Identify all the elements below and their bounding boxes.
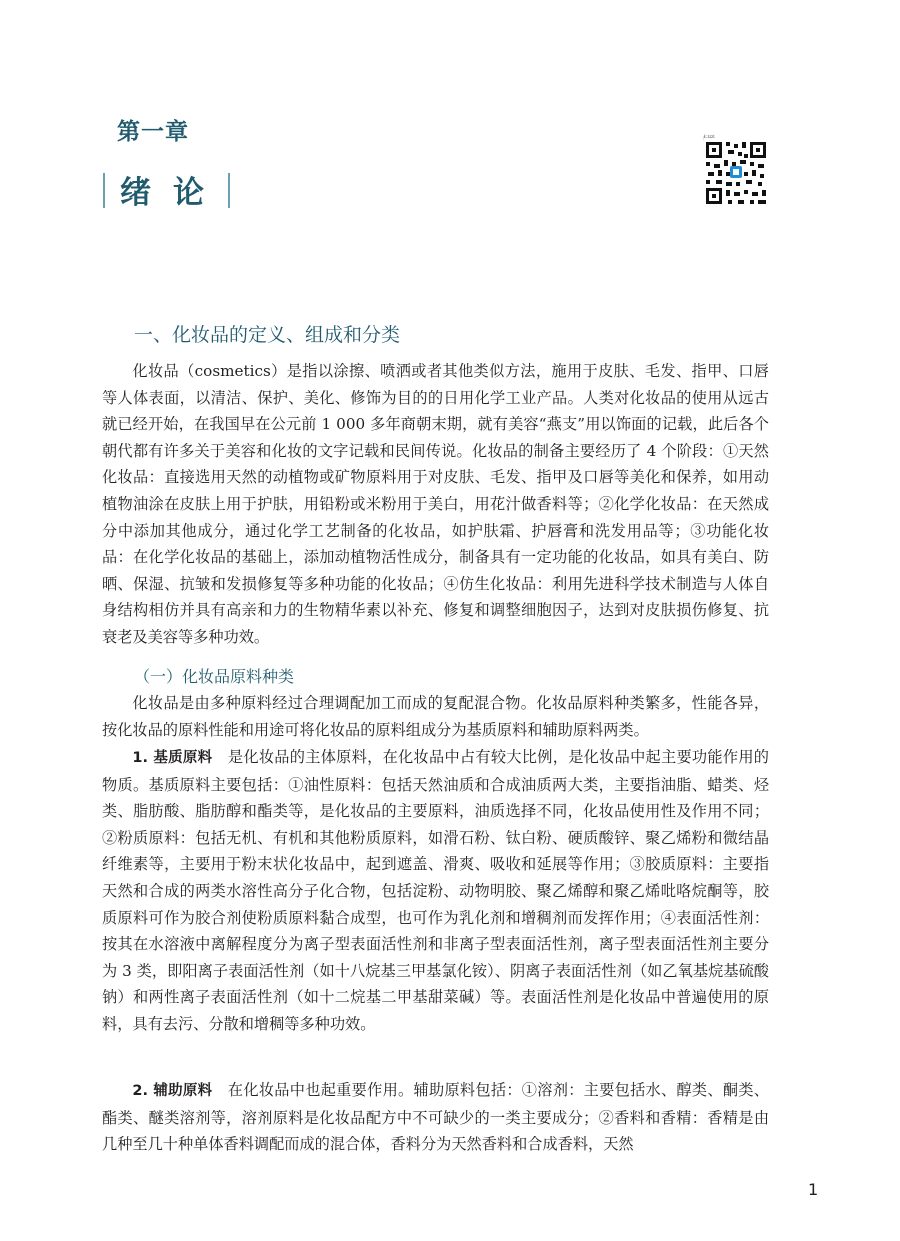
subsection-heading: （一）化妆品原料种类 (134, 667, 295, 686)
title-bar-right (228, 173, 230, 208)
title-bar-left (103, 173, 105, 208)
auxiliary-materials-term: 2. 辅助原料 (132, 1083, 213, 1099)
qr-code-icon[interactable] (704, 138, 768, 206)
chapter-title: 绪论 (120, 175, 226, 211)
raw-materials-intro (102, 690, 769, 743)
base-materials-term: 1. 基质原料 (132, 750, 213, 766)
base-materials-paragraph (102, 744, 769, 1038)
auxiliary-materials-paragraph (102, 1077, 769, 1158)
chapter-label: 第一章 (117, 119, 189, 145)
paragraph-text: 化妆品（cosmetics）是指以涂擦、喷洒或者其他类似方法，施用于皮肤、毛发、指甲、口唇等人体表面，以清洁、保护、美化、修饰为目的的日用化学工业产品。人类对化妆品的使用从远古就已经开始，在我国早在公元前 1 000 多年商朝末期，就有美容“燕支”用以饰面的记载，此后各个朝代都有许多关于美容和化妆的文字记载和民间传说。化妆品的制备主要经历了 4 个阶段：①天然化妆品：直接选用天然的动植物或矿物原料用于对皮肤、毛发、指甲及口唇等美化和保养，如用动植物油涂在皮肤上用于护肤，用铅粉或米粉用于美白，用花汁做香料等；②化学化妆品：在天然成分中添加其他成分，通过化学工艺制备的化妆品，如护肤霜、护唇膏和洗发用品等；③功能化妆品：在化学化妆品的基础上，添加动植物活性成分，制备具有一定功能的化妆品，如具有美白、防晒、保湿、抗皱和发损修复等多种功能的化妆品；④仿生化妆品：利用先进科学技术制造与人体自身结构相仿并具有高亲和力的生物精华素以补充、修复和调整细胞因子，达到对皮肤损伤修复、抗衰老及美容等多种功效。 (102, 362, 769, 646)
definition-paragraph (102, 358, 769, 651)
paragraph-text: 化妆品是由多种原料经过合理调配加工而成的复配混合物。化妆品原料种类繁多，性能各异，按化妆品的原料性能和用途可将化妆品的原料组成分为基质原料和辅助原料两类。 (102, 694, 769, 739)
section-heading: 一、化妆品的定义、组成和分类 (134, 324, 401, 346)
base-materials-text: 是化妆品的主体原料，在化妆品中占有较大比例，是化妆品中起主要功能作用的物质。基质原料主要包括：①油性原料：包括天然油质和合成油质两大类，主要指油脂、蜡类、烃类、脂肪酸、脂肪醇和酯类等，是化妆品的主要原料，油质选择不同，化妆品使用性及作用不同；②粉质原料：包括无机、有机和其他粉质原料，如滑石粉、钛白粉、硬质酸锌、聚乙烯粉和微结晶纤维素等，主要用于粉末状化妆品中，起到遮盖、滑爽、吸收和延展等作用；③胶质原料：主要指天然和合成的两类水溶性高分子化合物，包括淀粉、动物明胶、聚乙烯醇和聚乙烯吡咯烷酮等，胶质原料可作为胶合剂使粉质原料黏合成型，也可作为乳化剂和增稠剂而发挥作用；④表面活性剂：按其在水溶液中离解程度分为离子型表面活性剂和非离子型表面活性剂，离子型表面活性剂主要分为 3 类，即阳离子表面活性剂（如十八烷基三甲基氯化铵）、阴离子表面活性剂（如乙氧基烷基硫酸钠）和两性离子表面活性剂（如十二烷基二甲基甜菜碱）等。表面活性剂是化妆品中普遍使用的原料，具有去污、分散和增稠等多种功效。 (102, 748, 769, 1033)
auxiliary-materials-text: 在化妆品中也起重要作用。辅助原料包括：①溶剂：主要包括水、醇类、酮类、酯类、醚类溶剂等，溶剂原料是化妆品配方中不可缺少的一类主要成分；②香料和香精：香精是由几种至几十种单体香料调配而成的混合体，香料分为天然香料和合成香料，天然 (102, 1081, 769, 1154)
page-number: 1 (808, 1180, 819, 1199)
